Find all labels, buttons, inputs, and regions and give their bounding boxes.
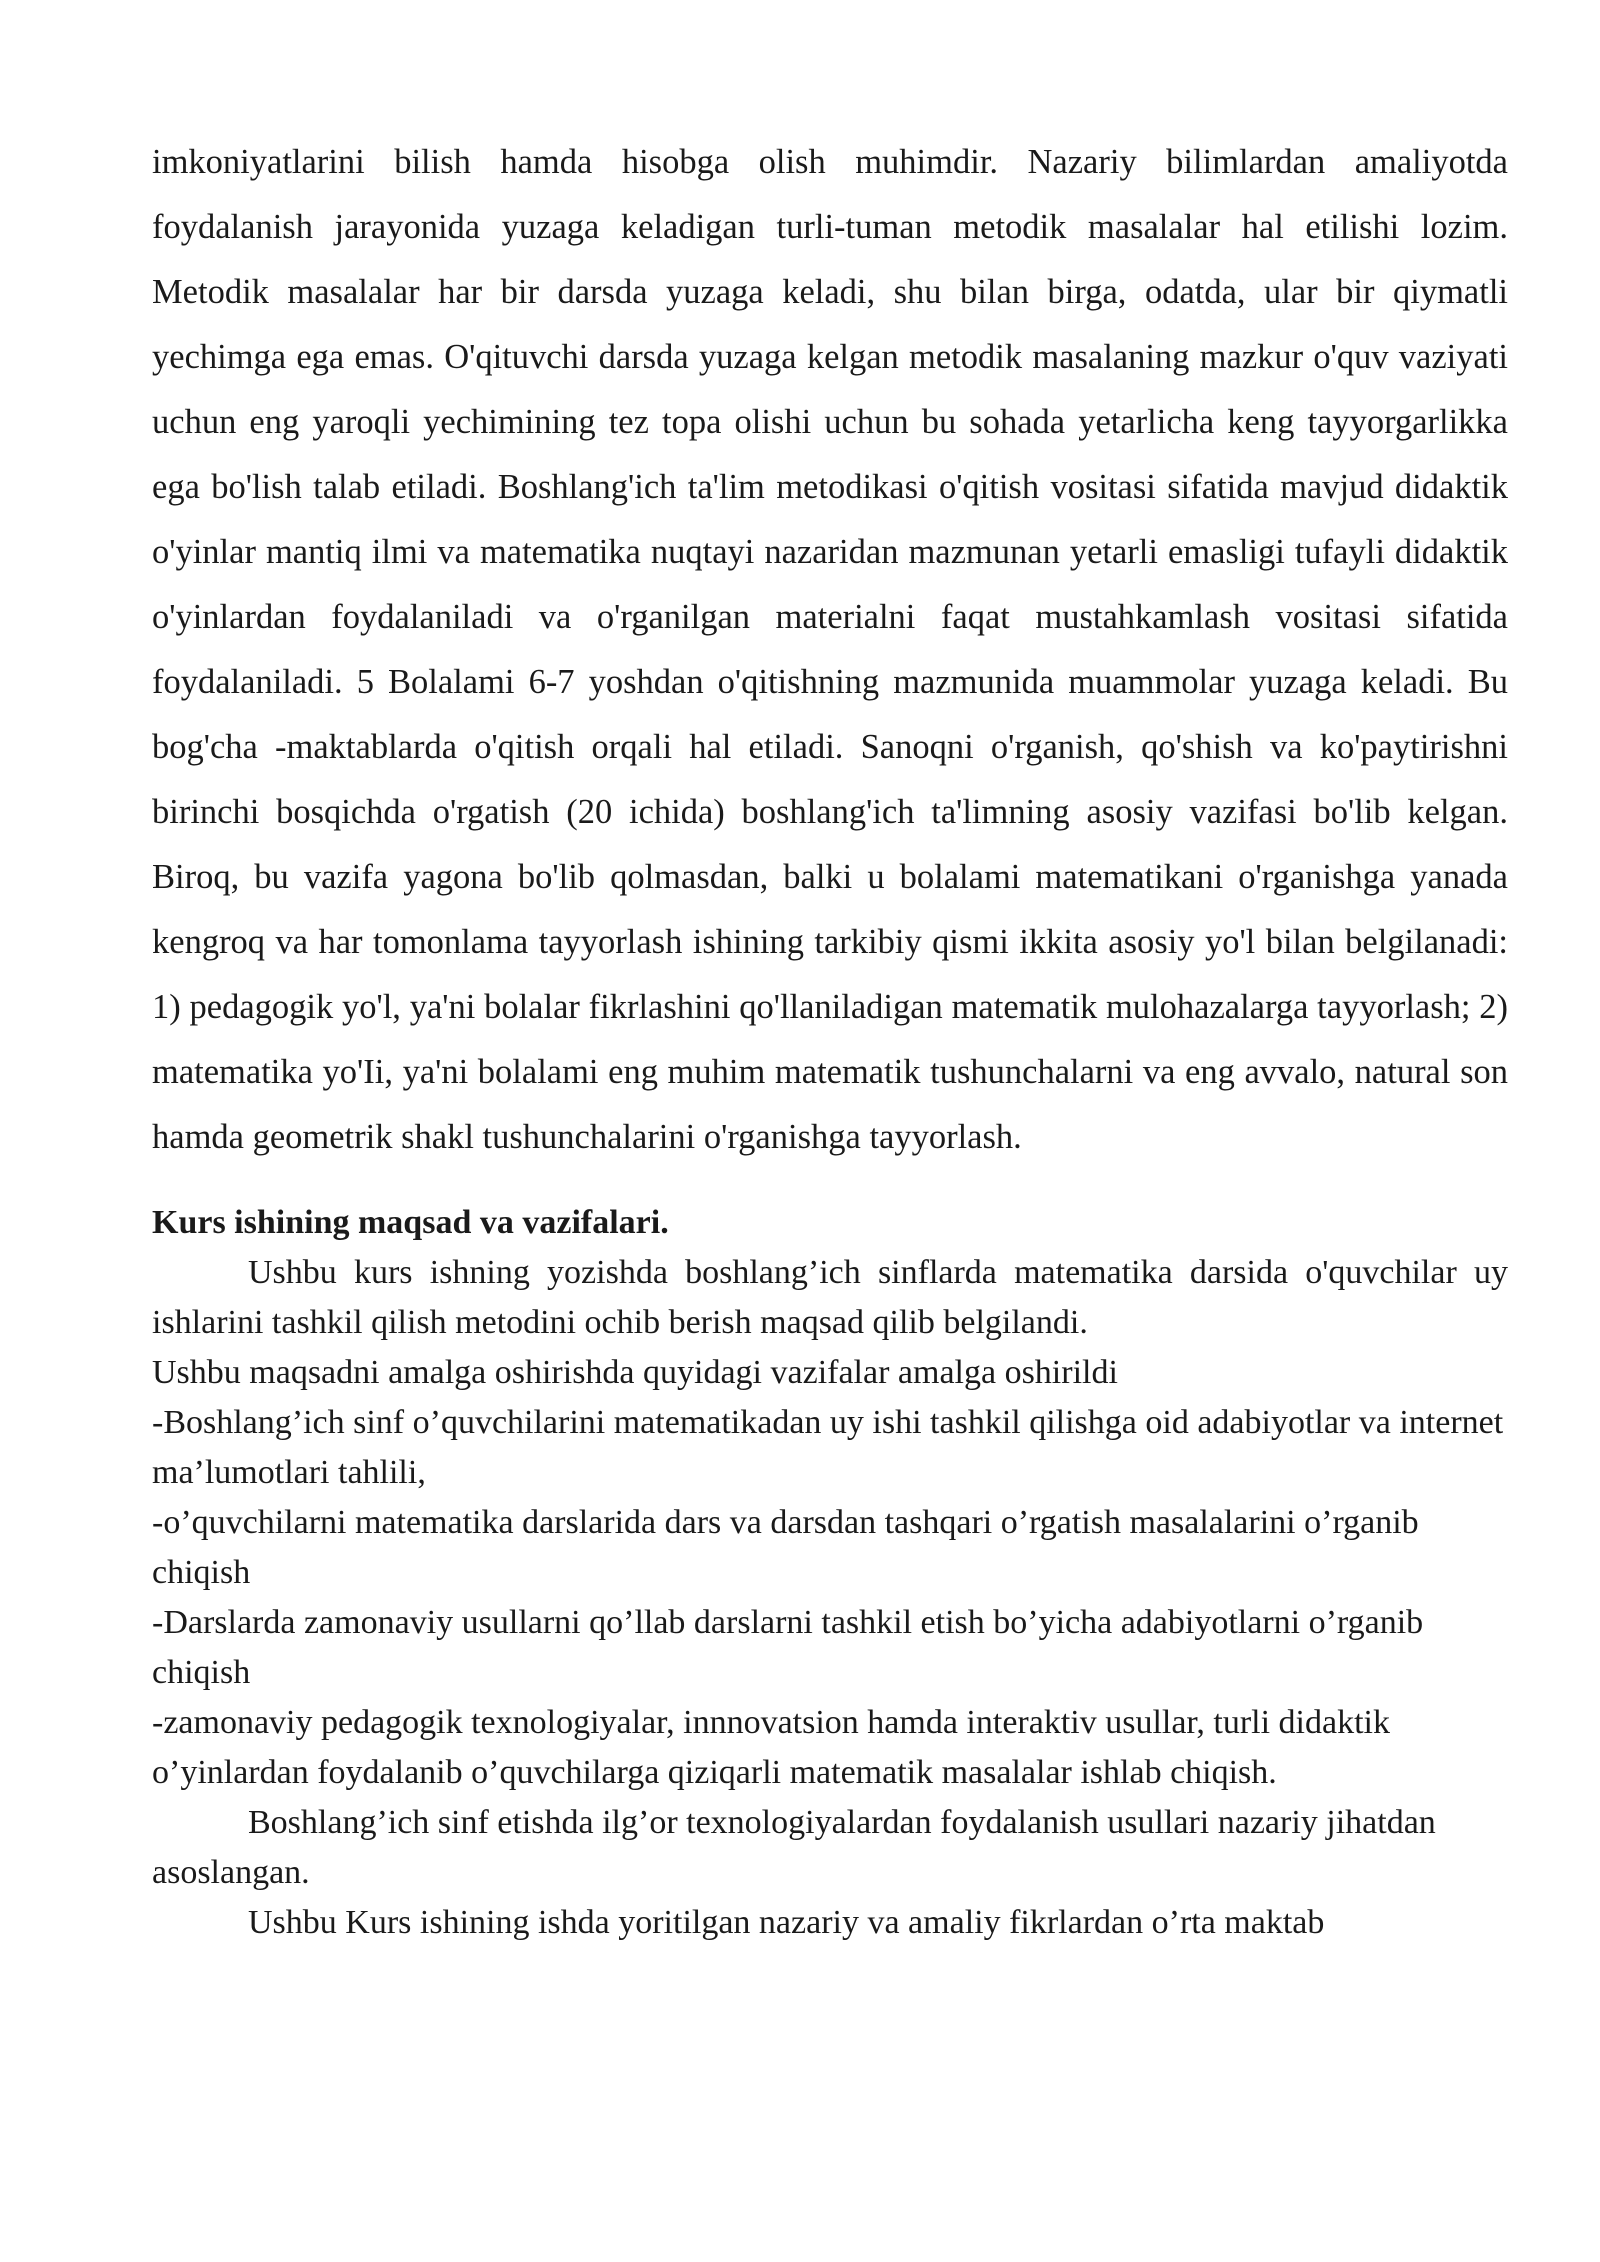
tasks-lead: Ushbu maqsadni amalga oshirishda quyidagi vazifalar amalga oshirildi [152, 1354, 1118, 1391]
task-item: -Darslarda zamonaviy usullarni qo’llab darslarni tashkil etish bo’yicha adabiyotlarni o’rganib chiqish [152, 1604, 1424, 1691]
section-body [152, 1248, 1508, 1948]
task-item: -o’quvchilarni matematika darslarida dars va darsdan tashqari o’rgatish masalalarini o’rganib chiqish [152, 1504, 1419, 1591]
last-paragraph: Ushbu Kurs ishining ishda yoritilgan nazariy va amaliy fikrlardan o’rta maktab [248, 1904, 1325, 1941]
body-paragraph: imkoniyatlarini bilish hamda hisobga olish muhimdir. Nazariy bilimlardan amaliyotda foydalanish jarayonida yuzaga keladigan turli-tuman metodik masalalar hal etilishi lozim. Metodik masalalar har bir darsda yuzaga keladi, shu bilan birga, odatda, ular bir qiymatli yechimga ega emas. O'qituvchi darsda yuzaga kelgan metodik masalaning mazkur o'quv vaziyati uchun eng yaroqli yechimining tez topa olishi uchun bu sohada yetarlicha keng tayyorgarlikka ega bo'lish talab etiladi. Boshlang'ich ta'lim metodikasi o'qitish vositasi sifatida mavjud didaktik o'yinlar mantiq ilmi va matematika nuqtayi nazaridan mazmunan yetarli emasligi tufayli didaktik o'yinlardan foydalaniladi va o'rganilgan materialni faqat mustahkamlash vositasi sifatida foydalaniladi. 5 Bolalami 6-7 yoshdan o'qitishning mazmunida muammolar yuzaga keladi. Bu bog'cha -maktablarda o'qitish orqali hal etiladi. Sanoqni o'rganish, qo'shish va ko'paytirishni birinchi bosqichda o'rgatish (20 ichida) boshlang'ich ta'limning asosiy vazifasi bo'lib kelgan. Biroq, bu vazifa yagona bo'lib qolmasdan, balki u bolalami matematikani o'rganishga yanada kengroq va har tomonlama tayyorlash ishining tarkibiy qismi ikkita asosiy yo'l bilan belgilanadi: 1) pedagogik yo'l, ya'ni bolalar fikrlashini qo'llaniladigan matematik mulohazalarga tayyorlash; 2) matematika yo'Ii, ya'ni bolalami eng muhim matematik tushunchalarni va eng avvalo, natural son hamda geometrik shakl tushunchalarini o'rganishga tayyorlash. [152, 143, 1508, 1156]
task-item: -zamonaviy pedagogik texnologiyalar, innnovatsion hamda interaktiv usullar, turli didaktik o’yinlardan foydalanib o’quvchilarga qiziqarli matematik masalalar ishlab chiqish. [152, 1704, 1390, 1791]
intro-paragraph: Ushbu kurs ishning yozishda boshlang’ich sinflarda matematika darsida o'quvchilar uy ishlarini tashkil qilish metodini ochib berish maqsad qilib belgilandi. [152, 1254, 1508, 1341]
foundation-paragraph: Boshlang’ich sinf etishda ilg’or texnologiyalardan foydalanish usullari nazariy jihatdan asoslangan. [152, 1804, 1436, 1891]
task-item: -Boshlang’ich sinf o’quvchilarini matematikadan uy ishi tashkil qilishga oid adabiyotlar va internet ma’lumotlari tahlili, [152, 1404, 1504, 1491]
section-heading: Kurs ishining maqsad va vazifalari. [152, 1204, 669, 1241]
document-page [152, 130, 1508, 1948]
